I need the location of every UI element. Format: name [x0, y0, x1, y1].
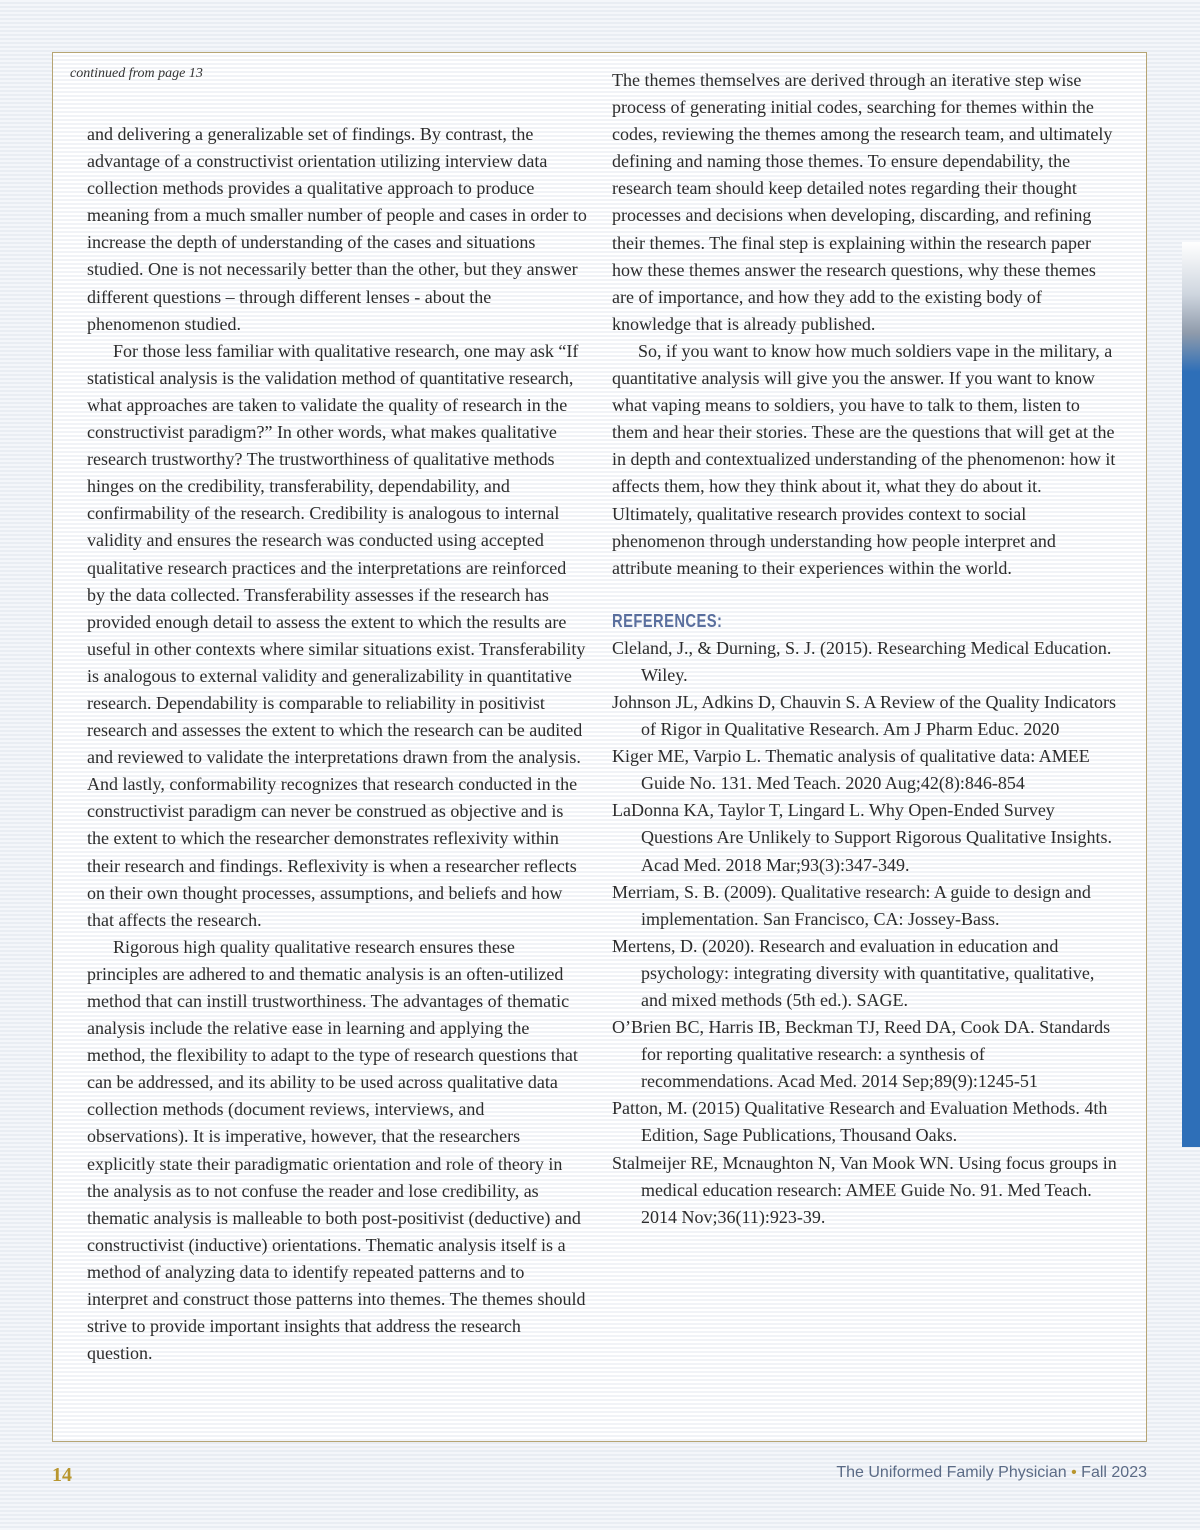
reference-item: Johnson JL, Adkins D, Chauvin S. A Review of the Quality Indicators of Rigor in Qualitative Research. Am J Pharm Educ. 2020 [612, 691, 1116, 740]
references-heading: REFERENCES: [612, 610, 723, 631]
page-number: 14 [52, 1464, 72, 1486]
reference-item: Kiger ME, Varpio L. Thematic analysis of qualitative data: AMEE Guide No. 131. Med Teach. 2020 Aug;42(8):846-854 [612, 746, 1090, 794]
reference-item: Cleland, J., & Durning, S. J. (2015). Researching Medical Education. Wiley. [612, 637, 1112, 685]
publication-name: The Uniformed Family Physician [836, 1464, 1067, 1481]
reference-item: Patton, M. (2015) Qualitative Research and Evaluation Methods. 4th Edition, Sage Publications, Thousand Oaks. [612, 1098, 1108, 1146]
footer-separator: • [1071, 1464, 1077, 1481]
right-column [612, 67, 1118, 1231]
reference-item: Stalmeijer RE, Mcnaughton N, Van Mook WN. Using focus groups in medical education research: AMEE Guide No. 91. Med Teach. 2014 Nov;36(11):923-39. [612, 1152, 1117, 1227]
left-paragraph-2: For those less familiar with qualitative research, one may ask “If statistical analysis is the validation method of quantitative research, what approaches are taken to validate the quality of research in the constructivist paradigm?” In other words, what makes qualitative research trustworthy? The trustworthiness of qualitative methods hinges on the credibility, transferability, dependability, and confirmability of the research. Credibility is analogous to internal validity and ensures the research was conducted using accepted qualitative research practices and the interpretations are reinforced by the data collected. Transferability assesses if the research has provided enough detail to assess the extent to which the results are useful in other contexts where similar situations exist. Transferability is analogous to external validity and generalizability in quantitative research. Dependability is comparable to reliability in positivist research and assesses the extent to which the research can be audited and reviewed to validate the interpretations drawn from the analysis. And lastly, conformability recognizes that research conducted in the constructivist paradigm can never be construed as objective and is the extent to which the researcher demonstrates reflexivity within their research and findings. Reflexivity is when a researcher reflects on their own thought processes, assumptions, and beliefs and how that affects the research. [87, 340, 586, 930]
reference-item: Mertens, D. (2020). Research and evaluation in education and psychology: integrating diversity with quantitative, qualitative, and mixed methods (5th ed.). SAGE. [612, 935, 1095, 1010]
reference-item: LaDonna KA, Taylor T, Lingard L. Why Open-Ended Survey Questions Are Unlikely to Support Rigorous Qualitative Insights. Acad Med. 2018 Mar;93(3):347-349. [612, 800, 1112, 875]
right-paragraph-2: So, if you want to know how much soldiers vape in the military, a quantitative analysis will give you the answer. If you want to know what vaping means to soldiers, you have to talk to them, listen to them and hear their stories. These are the questions that will get at the in depth and contextualized understanding of the phenomenon: how it affects them, how they think about it, what they do about it. Ultimately, qualitative research provides context to social phenomenon through understanding how people interpret and attribute meaning to their experiences within the world. [612, 340, 1116, 578]
side-color-tab [1182, 242, 1200, 1147]
continued-note: continued from page 13 [70, 66, 203, 81]
reference-item: O’Brien BC, Harris IB, Beckman TJ, Reed DA, Cook DA. Standards for reporting qualitative research: a synthesis of recommendations. Acad Med. 2014 Sep;89(9):1245-51 [612, 1017, 1111, 1092]
side-tab-image-strip [1182, 242, 1200, 372]
publication-footer [836, 1464, 1147, 1482]
left-paragraph-1: and delivering a generalizable set of findings. By contrast, the advantage of a constructivist orientation utilizing interview data collection methods provides a qualitative approach to produce meaning from a much smaller number of people and cases in order to increase the depth of understanding of the cases and situations studied. One is not necessarily better than the other, but they answer different questions – through different lenses - about the phenomenon studied. [87, 124, 587, 334]
reference-item: Merriam, S. B. (2009). Qualitative research: A guide to design and implementation. San Francisco, CA: Jossey-Bass. [612, 881, 1091, 929]
left-paragraph-3: Rigorous high quality qualitative research ensures these principles are adhered to and thematic analysis is an often-utilized method that can instill trustworthiness. The advantages of thematic analysis include the relative ease in learning and applying the method, the flexibility to adapt to the type of research questions that can be addressed, and its ability to be used across qualitative data collection methods (document reviews, interviews, and observations). It is imperative, however, that the researchers explicitly state their paradigmatic orientation and role of theory in the analysis as to not confuse the reader and lose credibility, as thematic analysis is malleable to both post-positivist (deductive) and constructivist (inductive) orientations. Thematic analysis itself is a method of analyzing data to identify repeated patterns and to interpret and construct those patterns into themes. The themes should strive to provide important insights that address the research question. [87, 936, 586, 1364]
left-column [87, 121, 587, 1367]
right-paragraph-1: The themes themselves are derived through an iterative step wise process of generating initial codes, searching for themes within the codes, reviewing the themes among the research team, and ultimately defining and naming those themes. To ensure dependability, the research team should keep detailed notes regarding their thought processes and decisions when developing, discarding, and refining their themes. The final step is explaining within the research paper how these themes answer the research questions, why these themes are of importance, and how they add to the existing body of knowledge that is already published. [612, 70, 1113, 334]
issue-label: Fall 2023 [1081, 1464, 1147, 1481]
